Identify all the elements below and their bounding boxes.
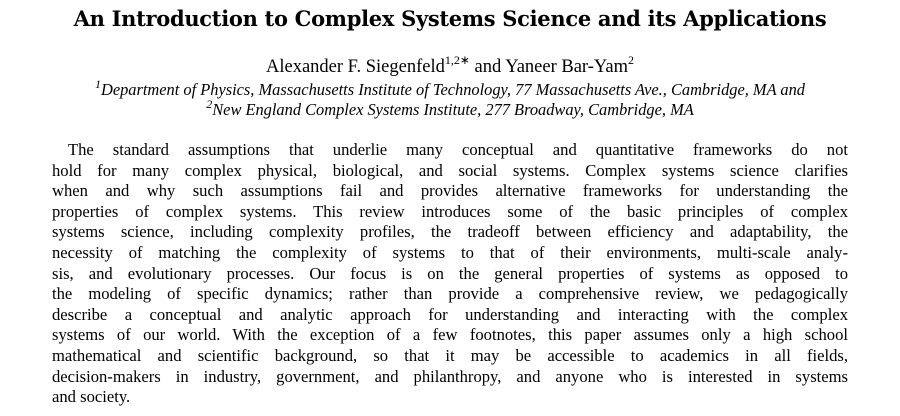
paper-title: An Introduction to Complex Systems Science and its Applications: [73, 6, 827, 31]
affiliation-line: [0, 96, 900, 120]
affiliation-line: [0, 76, 900, 100]
abstract-line: The standard assumptions that underlie many conceptual and quantitative frameworks do not: [68, 140, 848, 159]
abstract-line: systems science, including complexity profiles, the tradeoff between efficiency and adaptability, the: [52, 222, 848, 242]
abstract-line: properties of complex systems. This review introduces some of the basic principles of complex: [52, 201, 848, 221]
abstract-line: and society.: [52, 387, 131, 407]
abstract-line: necessity of matching the complexity of systems to that of their environments, multi-scale analy-: [52, 242, 848, 262]
affiliation-marks: 1,2∗: [444, 52, 470, 67]
abstract-line: describe a conceptual and analytic approach for understanding and interacting with the complex: [52, 304, 848, 324]
author-line: [0, 52, 900, 78]
affiliation-text: New England Complex Systems Institute, 277 Broadway, Cambridge, MA: [212, 100, 694, 119]
affiliation-mark: 2: [206, 96, 213, 111]
author-name: Alexander F. Siegenfeld: [266, 57, 445, 77]
affiliation-marks: 2: [627, 52, 634, 67]
abstract-line: mathematical and scientific background, so that it may be accessible to academics in all fields,: [52, 345, 848, 365]
author-conjunction: and: [469, 57, 506, 77]
affiliation-mark: 1: [95, 76, 101, 91]
author-name: Yaneer Bar-Yam: [505, 57, 628, 77]
abstract-line: systems of our world. With the exception of a few footnotes, this paper assumes only a high school: [52, 325, 848, 345]
affiliation-text: Department of Physics, Massachusetts Institute of Technology, 77 Massachusetts Ave., Cambridge, MA and: [101, 80, 805, 99]
abstract-line: decision-makers in industry, government, and philanthropy, and anyone who is interested in systems: [52, 366, 848, 386]
abstract-line: the modeling of specific dynamics; rather than provide a comprehensive review, we pedagogically: [52, 284, 848, 304]
abstract-line: hold for many complex physical, biological, and social systems. Complex systems science clarifies: [52, 160, 848, 180]
abstract-line: when and why such assumptions fail and provides alternative frameworks for understanding the: [52, 181, 848, 201]
abstract-line: sis, and evolutionary processes. Our focus is on the general properties of systems as opposed to: [52, 263, 848, 283]
abstract: [52, 140, 848, 408]
